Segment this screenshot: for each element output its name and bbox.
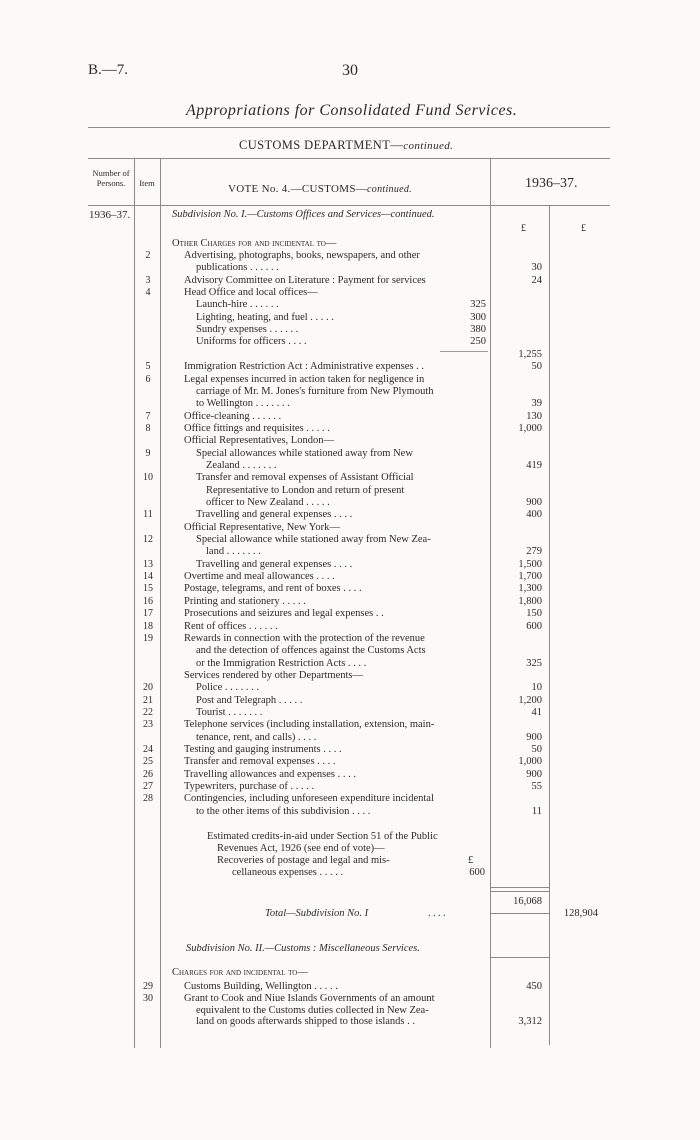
line-text: Legal expenses incurred in action taken for negligence in — [184, 373, 425, 385]
line-text: Telephone services (including installation, extension, main- — [184, 719, 435, 731]
subdivision-2-heading: Subdivision No. II.—Customs : Miscellaneous Services. — [186, 943, 420, 954]
line-text: Lighting, heating, and fuel . . . . . — [196, 311, 334, 323]
page-ref: B.—7. — [88, 62, 129, 78]
item-number: 3 — [145, 274, 151, 286]
line-text: Sundry expenses . . . . . . — [196, 324, 299, 336]
item-number: 21 — [143, 694, 153, 706]
line-amount: 600 — [526, 620, 542, 632]
line-text: to Wellington . . . . . . . — [196, 398, 290, 410]
line-amount: 150 — [526, 608, 542, 620]
item-number: 26 — [143, 768, 153, 780]
line-text: Office-cleaning . . . . . . — [184, 410, 282, 422]
credits-line-3: Recoveries of postage and legal and mis- — [217, 855, 390, 866]
item-number: 9 — [145, 447, 151, 459]
line-text: and the detection of offences against the Customs Acts — [196, 645, 426, 657]
line-text: carriage of Mr. M. Jones's furniture from New Plymouth — [196, 385, 434, 397]
line-text: Travelling allowances and expenses . . . . — [184, 768, 356, 780]
line-amount: 130 — [526, 410, 542, 422]
line-amount: 900 — [526, 731, 542, 743]
line-text: Transfer and removal expenses of Assistant Official — [196, 472, 414, 484]
line-amount: 1,000 — [518, 756, 542, 768]
line-text: Tourist . . . . . . . — [196, 706, 263, 718]
line-text: Rewards in connection with the protection of the revenue — [184, 632, 425, 644]
line-text: land on goods afterwards shipped to those islands . . — [196, 1016, 416, 1028]
line-text: Office fittings and requisites . . . . . — [184, 422, 330, 434]
line-amount: 50 — [531, 744, 542, 755]
inner-amount: 380 — [426, 324, 486, 335]
line-text: Advertising, photographs, books, newspapers, and other — [184, 250, 420, 261]
line-text: Zealand . . . . . . . — [206, 459, 277, 471]
line-text: Special allowance while stationed away from New Zea- — [196, 534, 431, 546]
line-text: Immigration Restriction Act : Administrative expenses . . — [184, 361, 425, 373]
line-text: publications . . . . . . — [196, 262, 279, 274]
item-number: 27 — [143, 781, 153, 793]
line-text: Transfer and removal expenses . . . . — [184, 756, 336, 768]
line-text: Representative to London and return of present — [206, 484, 405, 496]
item-number: 14 — [143, 571, 153, 583]
item-number: 11 — [143, 509, 153, 521]
item-number: 28 — [143, 793, 153, 805]
line-amount: 1,800 — [518, 595, 542, 607]
subtotal-rule — [490, 891, 550, 892]
item-number: 23 — [143, 719, 153, 731]
line-amount: 1,255 — [518, 348, 542, 360]
line-text: Overtime and meal allowances . . . . — [184, 571, 335, 583]
pound-sign-b: £ — [581, 223, 586, 234]
head-office-rule — [440, 351, 488, 352]
col-rule-amount — [549, 205, 550, 1045]
col-head-persons: Number of Persons. — [92, 168, 130, 188]
credits-line-2: Revenues Act, 1926 (see end of vote)— — [217, 843, 385, 854]
item-number: 30 — [143, 992, 153, 1004]
total-value: 128,904 — [563, 908, 598, 919]
table-top-rule — [88, 158, 610, 159]
item-number: 29 — [143, 981, 153, 992]
line-amount: 24 — [531, 274, 542, 286]
department-heading: CUSTOMS DEPARTMENT—continued. — [239, 138, 454, 152]
other-charges-heading: Other Charges for and incidental to— — [172, 238, 337, 249]
credits-line-1: Estimated credits-in-aid under Section 51 of the Public — [207, 831, 438, 842]
line-amount: 55 — [531, 781, 542, 793]
line-amount: 50 — [531, 361, 542, 373]
item-number: 25 — [143, 756, 153, 768]
page-title: Appropriations for Consolidated Fund Services. — [186, 102, 518, 119]
line-amount: 1,200 — [518, 694, 542, 706]
line-amount: 450 — [526, 981, 542, 992]
credits-pound: £ — [468, 855, 474, 866]
line-amount: 1,700 — [518, 571, 542, 583]
item-number: 4 — [145, 287, 151, 299]
line-amount: 900 — [526, 768, 542, 780]
line-text: Rent of offices . . . . . . — [184, 620, 278, 632]
line-text: Printing and stationery . . . . . — [184, 595, 306, 607]
charges-heading: Charges for and incidental to— — [172, 967, 308, 978]
inner-amount: 300 — [426, 312, 486, 323]
item-number: 19 — [143, 632, 153, 644]
line-text: Uniforms for officers . . . . — [196, 336, 307, 348]
line-amount: 400 — [526, 509, 542, 521]
line-text: tenance, rent, and calls) . . . . — [196, 731, 317, 743]
line-amount: 1,000 — [518, 422, 542, 434]
line-text: Post and Telegraph . . . . . — [196, 694, 303, 706]
line-text: to the other items of this subdivision . . . . — [196, 805, 371, 817]
credits-rule — [490, 887, 550, 888]
line-text: Police . . . . . . . — [196, 682, 259, 694]
line-text: Postage, telegrams, and rent of boxes . . . . — [184, 583, 362, 595]
line-text: Official Representatives, London— — [184, 435, 334, 447]
line-amount: 30 — [531, 262, 542, 274]
line-text: land . . . . . . . — [206, 546, 261, 558]
line-amount: 900 — [526, 497, 542, 508]
subdivision-2-rule — [490, 957, 550, 958]
item-number: 18 — [143, 620, 153, 632]
col-rule-persons — [134, 158, 135, 1048]
item-number: 6 — [145, 373, 151, 385]
line-text: Special allowances while stationed away from New — [196, 447, 413, 459]
line-text: equivalent to the Customs duties collected in New Zea- — [196, 1004, 429, 1016]
line-amount: 3,312 — [518, 1016, 542, 1028]
line-text: Advisory Committee on Literature : Payment for services — [184, 274, 426, 286]
line-amount: 325 — [526, 657, 542, 669]
line-text: Head Office and local offices— — [184, 287, 318, 299]
line-text: Contingencies, including unforeseen expenditure incidental — [184, 793, 434, 805]
item-number: 7 — [145, 410, 151, 422]
total-label: Total—Subdivision No. I — [265, 908, 369, 919]
line-amount: 11 — [531, 805, 542, 817]
table-head-rule — [88, 205, 610, 206]
line-amount: 1,500 — [518, 558, 542, 570]
line-text: Customs Building, Wellington . . . . . — [184, 981, 338, 992]
item-number: 15 — [143, 583, 153, 595]
subtotal-value: 16,068 — [513, 896, 542, 907]
inner-amount: 325 — [426, 299, 486, 310]
line-text: Services rendered by other Departments— — [184, 669, 364, 681]
line-amount: 41 — [531, 706, 542, 718]
item-number: 5 — [145, 361, 151, 373]
credits-amount: 600 — [469, 867, 485, 878]
line-text: Testing and gauging instruments . . . . — [184, 744, 342, 755]
credits-line-4: cellaneous expenses . . . . . — [232, 867, 344, 878]
line-text: officer to New Zealand . . . . . — [206, 497, 330, 508]
line-text: Official Representative, New York— — [184, 521, 340, 533]
col-head-item: Item — [139, 178, 155, 188]
vote-heading: VOTE No. 4.—CUSTOMS—continued. — [228, 183, 412, 195]
item-number: 16 — [143, 595, 153, 607]
item-number: 12 — [143, 534, 153, 546]
item-number: 10 — [143, 472, 153, 484]
line-text: Launch-hire . . . . . . — [196, 299, 279, 311]
line-text: Grant to Cook and Niue Islands Governments of an amount — [184, 992, 435, 1004]
year-heading: 1936–37. — [525, 176, 578, 191]
line-amount: 1,300 — [518, 583, 542, 595]
line-text: or the Immigration Restriction Acts . . . . — [196, 657, 367, 669]
line-text: Prosecutions and seizures and legal expenses . . — [184, 608, 384, 620]
page-number: 30 — [342, 62, 358, 79]
persons-year: 1936–37. — [89, 209, 131, 221]
line-text: Travelling and general expenses . . . . — [196, 509, 353, 521]
total-leaders: . . . . — [428, 908, 446, 919]
line-text: Travelling and general expenses . . . . — [196, 558, 353, 570]
title-rule — [88, 127, 610, 128]
line-amount: 419 — [526, 459, 542, 471]
item-number: 13 — [143, 558, 153, 570]
item-number: 8 — [145, 422, 151, 434]
item-number: 20 — [143, 682, 153, 694]
line-amount: 10 — [531, 682, 542, 694]
item-number: 2 — [145, 250, 151, 261]
line-text: Typewriters, purchase of . . . . . — [184, 781, 315, 793]
item-number: 24 — [143, 744, 153, 755]
pound-sign-a: £ — [521, 223, 526, 234]
line-amount: 279 — [526, 546, 542, 558]
inner-amount: 250 — [426, 336, 486, 347]
item-number: 17 — [143, 608, 153, 620]
col-rule-item — [160, 158, 161, 1048]
subdivision-1-heading: Subdivision No. I.—Customs Offices and Services—continued. — [172, 209, 435, 220]
line-amount: 39 — [531, 398, 542, 410]
item-number: 22 — [143, 706, 153, 718]
